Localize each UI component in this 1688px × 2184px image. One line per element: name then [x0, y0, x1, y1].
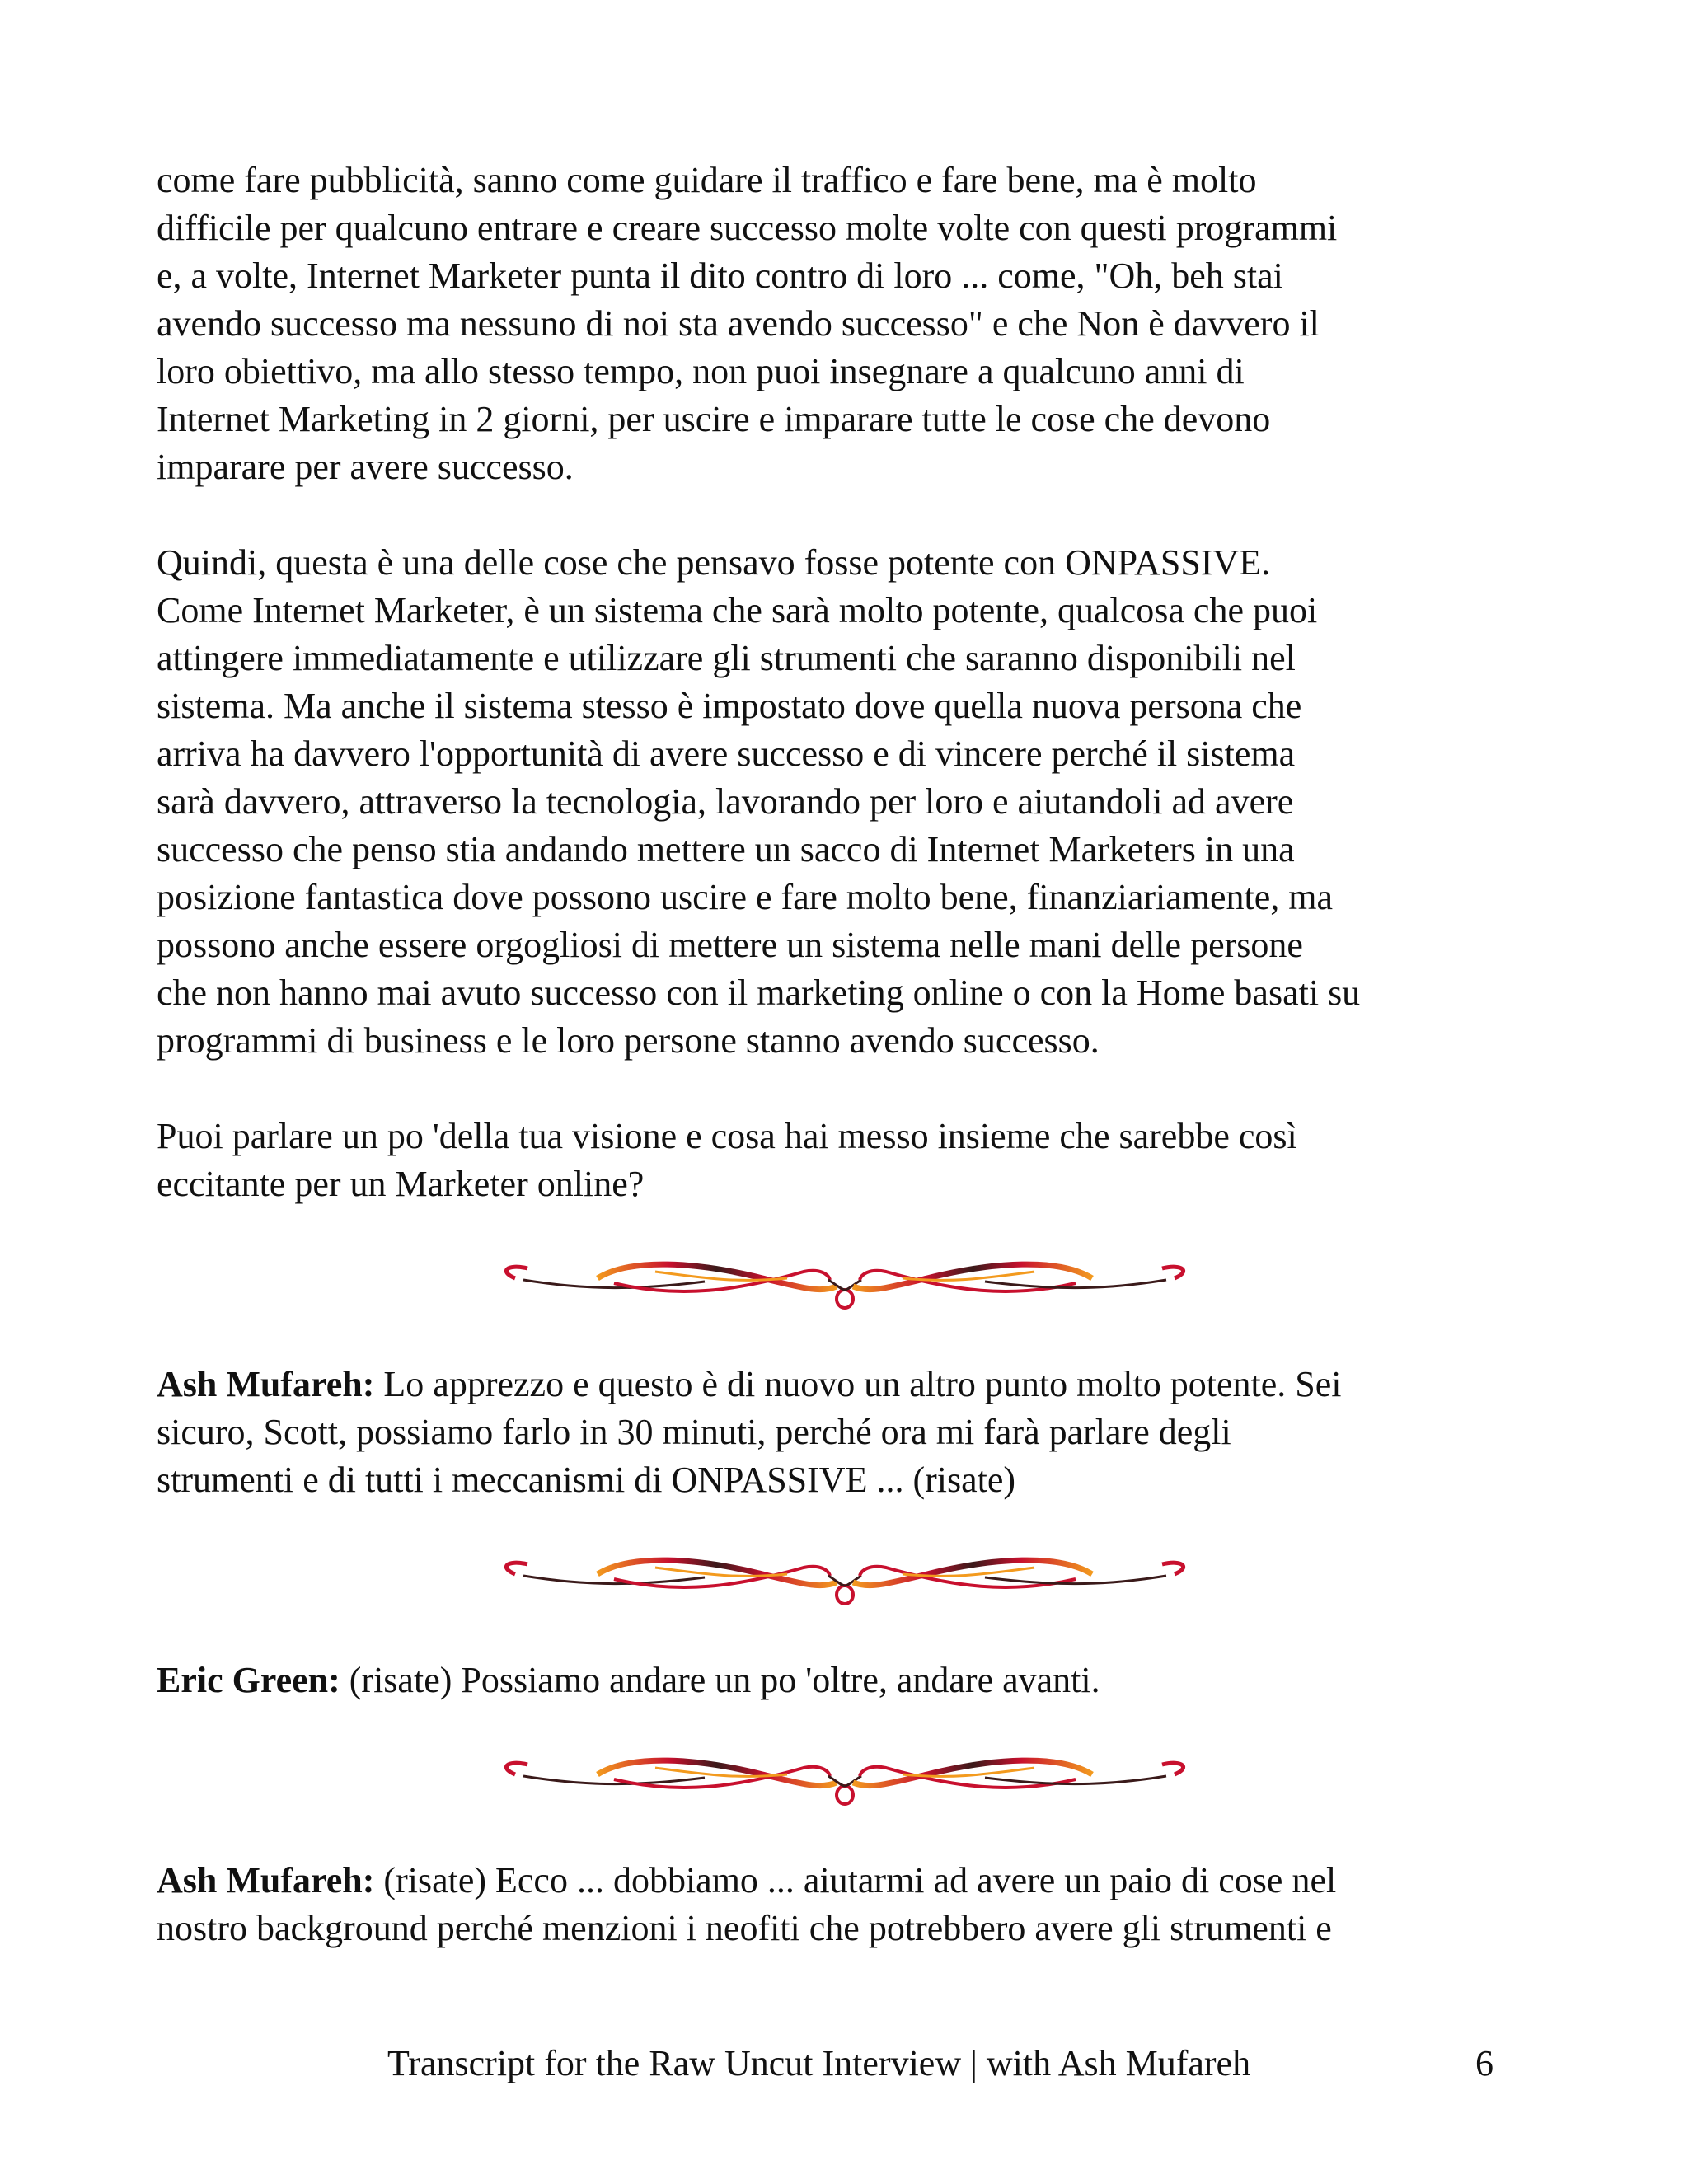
paragraph: Quindi, questa è una delle cose che pensavo fosse potente con ONPASSIVE. Come Internet Marketer, è un sistema che sarà molto potente, qualcosa che puoi attingere immediatamente e utilizzare gli strumenti che saranno disponibili nel sistema. Ma anche il sistema stesso è impostato dove quella nuova persona che arriva ha davvero l'opportunità di avere successo e di vincere perché il sistema sarà davvero, attraverso la tecnologia, lavorando per loro e aiutandoli ad avere successo che penso stia andando mettere un sacco di Internet Marketers in una posizione fantastica dove possono uscire e fare molto bene, finanziariamente, ma possono anche essere orgogliosi di mettere un sistema nelle mani delle persone che non hanno mai avuto successo con il marketing online o con la Home basati su programmi di business e le loro persone stanno avendo successo.: [157, 542, 1361, 1061]
ornamental-flourish-divider-icon: [490, 1750, 1199, 1807]
page-number: 6: [1475, 2043, 1493, 2083]
speaker-name: Ash Mufareh:: [157, 1860, 375, 1900]
speaker-name: Eric Green:: [157, 1660, 340, 1700]
speaker-turn: [157, 1657, 1533, 1704]
speaker-text: (risate) Ecco ... dobbiamo ... aiutarmi ad avere un paio di cose nel nostro background perché menzioni i neofiti che potrebbero avere gli strumenti e: [157, 1860, 1337, 1948]
transcript-body: [157, 157, 1533, 1952]
ornamental-flourish-divider-icon: [490, 1254, 1199, 1311]
speaker-text: (risate) Possiamo andare un po 'oltre, andare avanti.: [340, 1660, 1100, 1700]
footer-title: Transcript for the Raw Uncut Interview | with Ash Mufareh: [387, 2043, 1251, 2083]
question-paragraph: Puoi parlare un po 'della tua visione e cosa hai messo insieme che sarebbe così eccitante per un Marketer online?: [157, 1116, 1297, 1204]
ornamental-flourish-divider-icon: [490, 1549, 1199, 1607]
speaker-turn: [157, 1361, 1533, 1504]
speaker-text: Lo apprezzo e questo è di nuovo un altro punto molto potente. Sei sicuro, Scott, possiamo farlo in 30 minuti, perché ora mi farà parlare degli strumenti e di tutti i meccanismi di ONPASSIVE ... (risate): [157, 1364, 1342, 1500]
speaker-name: Ash Mufareh:: [157, 1364, 375, 1404]
page-footer: [0, 2040, 1688, 2089]
paragraph: come fare pubblicità, sanno come guidare il traffico e fare bene, ma è molto difficile per qualcuno entrare e creare successo molte volte con questi programmi e, a volte, Internet Marketer punta il dito contro di loro ... come, "Oh, beh stai avendo successo ma nessuno di noi sta avendo successo" e che Non è davvero il loro obiettivo, ma allo stesso tempo, non puoi insegnare a qualcuno anni di Internet Marketing in 2 giorni, per uscire e imparare tutte le cose che devono imparare per avere successo.: [157, 160, 1338, 487]
speaker-turn: [157, 1857, 1533, 1952]
